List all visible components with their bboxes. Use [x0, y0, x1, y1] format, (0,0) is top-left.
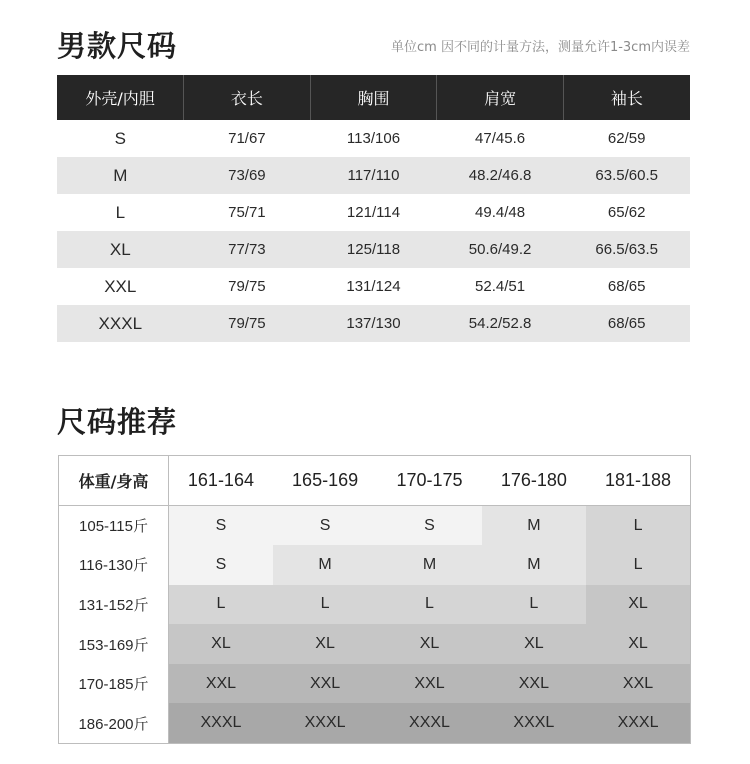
weight-label: 170-185斤	[59, 664, 169, 704]
measurement-cell: 77/73	[184, 231, 311, 268]
table-row	[57, 194, 690, 231]
recommended-size-cell: M	[273, 545, 377, 585]
recommended-size-cell: L	[482, 585, 586, 625]
recommended-size-cell: XXL	[586, 664, 690, 704]
table-row	[57, 231, 690, 268]
measurement-cell: 62/59	[563, 120, 690, 157]
corner-label: 体重/身高	[59, 456, 169, 506]
size-label: S	[57, 120, 184, 157]
table-row	[59, 624, 691, 664]
recommendation-body	[59, 506, 691, 744]
measurement-cell: 66.5/63.5	[563, 231, 690, 268]
measurement-cell: 54.2/52.8	[437, 305, 564, 342]
recommended-size-cell: M	[377, 545, 481, 585]
measurement-cell: 125/118	[310, 231, 437, 268]
measurement-cell: 63.5/60.5	[563, 157, 690, 194]
table-row	[59, 664, 691, 704]
table-row	[57, 305, 690, 342]
recommended-size-cell: L	[169, 585, 273, 625]
recommended-size-cell: L	[586, 506, 690, 546]
table-row	[59, 506, 691, 546]
measurement-cell: 65/62	[563, 194, 690, 231]
size-label: M	[57, 157, 184, 194]
header-size: 外壳/内胆	[57, 75, 184, 120]
measurement-cell: 68/65	[563, 305, 690, 342]
recommended-size-cell: S	[377, 506, 481, 546]
recommended-size-cell: XL	[273, 624, 377, 664]
size-label: XXXL	[57, 305, 184, 342]
measurement-cell: 75/71	[184, 194, 311, 231]
recommended-size-cell: XL	[586, 585, 690, 625]
recommended-size-cell: S	[273, 506, 377, 546]
header-sleeve: 袖长	[563, 75, 690, 120]
recommended-size-cell: XL	[377, 624, 481, 664]
recommended-size-cell: S	[169, 545, 273, 585]
height-header: 165-169	[273, 456, 377, 506]
size-chart-title: 男款尺码	[57, 29, 178, 63]
table-row	[59, 585, 691, 625]
size-chart-header-row	[57, 75, 690, 120]
measurement-note: 单位cm 因不同的计量方法，测量允许1-3cm内误差	[391, 40, 690, 55]
measurement-cell: 47/45.6	[437, 120, 564, 157]
measurement-cell: 79/75	[184, 268, 311, 305]
size-chart-body	[57, 120, 690, 342]
recommended-size-cell: L	[377, 585, 481, 625]
measurement-cell: 121/114	[310, 194, 437, 231]
header-length: 衣长	[184, 75, 311, 120]
weight-label: 105-115斤	[59, 506, 169, 546]
header-shoulder: 肩宽	[437, 75, 564, 120]
measurement-cell: 131/124	[310, 268, 437, 305]
table-row	[59, 703, 691, 743]
recommended-size-cell: XXL	[273, 664, 377, 704]
measurement-cell: 137/130	[310, 305, 437, 342]
table-row	[57, 268, 690, 305]
measurement-cell: 113/106	[310, 120, 437, 157]
height-header: 170-175	[377, 456, 481, 506]
weight-label: 131-152斤	[59, 585, 169, 625]
recommendation-table	[58, 455, 691, 744]
recommendation-title: 尺码推荐	[57, 405, 178, 439]
measurement-cell: 48.2/46.8	[437, 157, 564, 194]
size-label: XL	[57, 231, 184, 268]
recommended-size-cell: XL	[482, 624, 586, 664]
recommended-size-cell: XXL	[377, 664, 481, 704]
recommended-size-cell: XL	[169, 624, 273, 664]
recommended-size-cell: XXXL	[169, 703, 273, 743]
height-header: 176-180	[482, 456, 586, 506]
recommended-size-cell: XL	[586, 624, 690, 664]
recommended-size-cell: XXL	[169, 664, 273, 704]
recommended-size-cell: L	[586, 545, 690, 585]
recommended-size-cell: M	[482, 506, 586, 546]
measurement-cell: 71/67	[184, 120, 311, 157]
weight-label: 116-130斤	[59, 545, 169, 585]
recommended-size-cell: XXXL	[482, 703, 586, 743]
recommended-size-cell: M	[482, 545, 586, 585]
table-row	[59, 545, 691, 585]
measurement-cell: 49.4/48	[437, 194, 564, 231]
measurement-cell: 73/69	[184, 157, 311, 194]
size-label: XXL	[57, 268, 184, 305]
measurement-cell: 117/110	[310, 157, 437, 194]
header-chest: 胸围	[310, 75, 437, 120]
measurement-cell: 50.6/49.2	[437, 231, 564, 268]
size-label: L	[57, 194, 184, 231]
recommended-size-cell: XXL	[482, 664, 586, 704]
recommended-size-cell: XXXL	[377, 703, 481, 743]
weight-label: 153-169斤	[59, 624, 169, 664]
table-row	[57, 120, 690, 157]
recommendation-header-row	[59, 456, 691, 506]
measurement-cell: 79/75	[184, 305, 311, 342]
height-header: 161-164	[169, 456, 273, 506]
recommended-size-cell: S	[169, 506, 273, 546]
weight-label: 186-200斤	[59, 703, 169, 743]
recommended-size-cell: XXXL	[586, 703, 690, 743]
table-row	[57, 157, 690, 194]
size-chart-table	[57, 75, 690, 342]
recommended-size-cell: L	[273, 585, 377, 625]
measurement-cell: 68/65	[563, 268, 690, 305]
recommended-size-cell: XXXL	[273, 703, 377, 743]
measurement-cell: 52.4/51	[437, 268, 564, 305]
height-header: 181-188	[586, 456, 690, 506]
